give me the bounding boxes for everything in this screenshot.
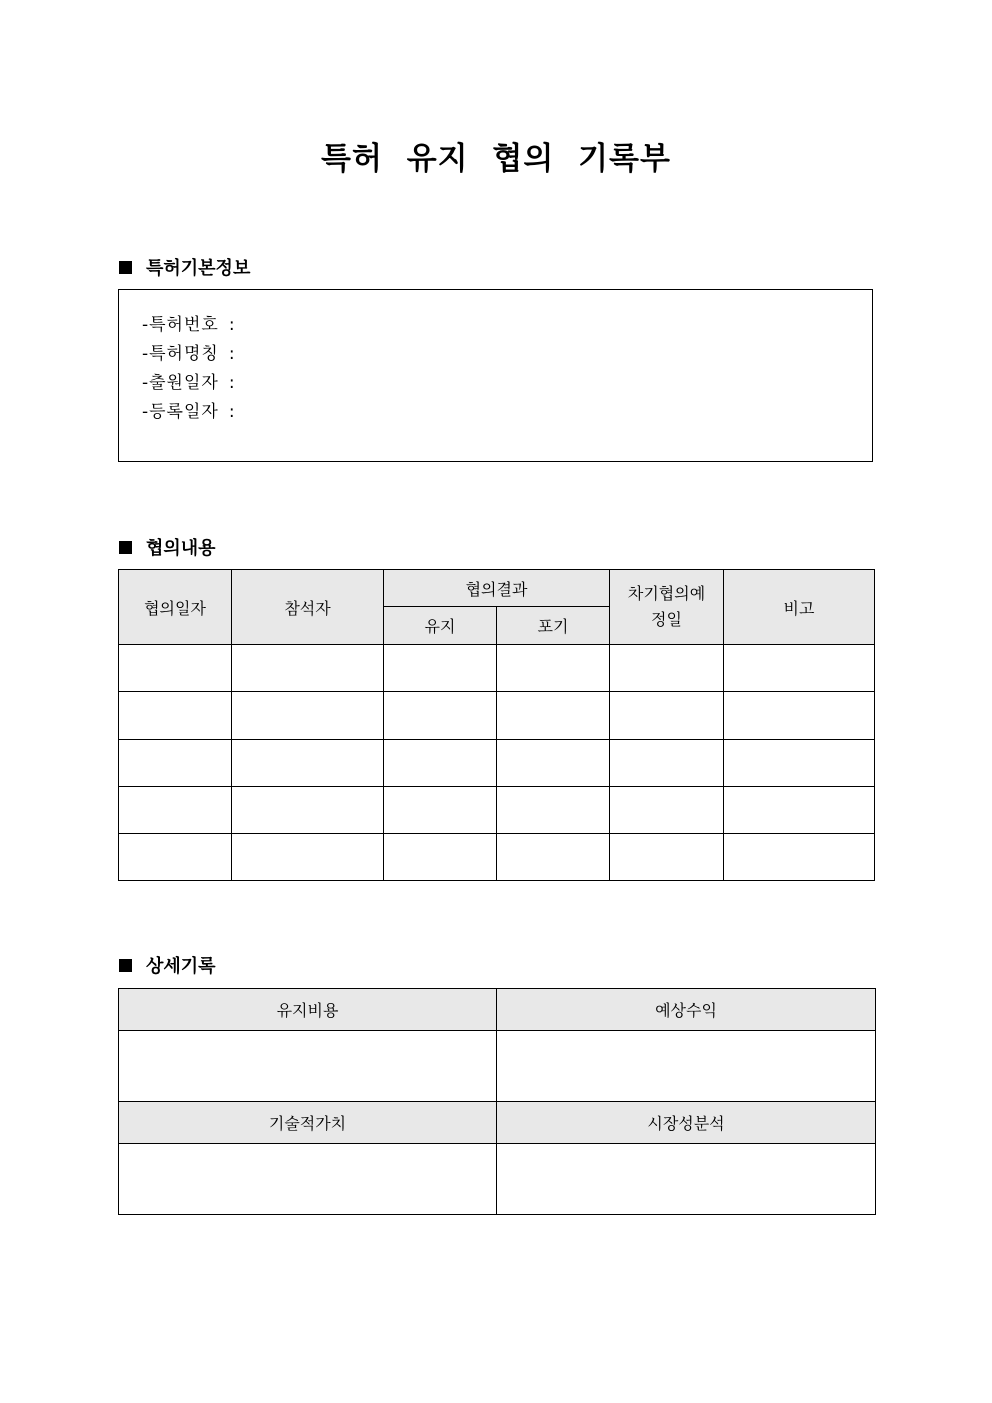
cell-remarks[interactable]	[724, 834, 875, 881]
section-heading-label: 상세기록	[146, 956, 216, 977]
info-colon: :	[228, 373, 236, 393]
cell-keep[interactable]	[384, 787, 497, 834]
header-expected-revenue: 예상수익	[497, 989, 876, 1031]
header-remarks: 비고	[724, 570, 875, 645]
cell-technical-value[interactable]	[119, 1144, 497, 1215]
table-row	[119, 787, 875, 834]
basic-info-box	[118, 289, 873, 462]
square-bullet-icon	[119, 541, 132, 554]
cell-meeting-date[interactable]	[119, 692, 232, 740]
cell-abandon[interactable]	[497, 787, 610, 834]
info-row-patent-number	[142, 310, 236, 335]
cell-abandon[interactable]	[497, 740, 610, 787]
cell-keep[interactable]	[384, 834, 497, 881]
header-market-analysis: 시장성분석	[497, 1102, 876, 1144]
table-row	[119, 740, 875, 787]
cell-meeting-date[interactable]	[119, 645, 232, 692]
cell-meeting-date[interactable]	[119, 740, 232, 787]
info-label: -등록일자	[142, 402, 219, 422]
square-bullet-icon	[119, 261, 132, 274]
section-heading-label: 협의내용	[146, 538, 216, 559]
info-row-registration-date	[142, 397, 236, 422]
info-label: -특허명칭	[142, 344, 219, 364]
cell-next-meeting-date[interactable]	[610, 645, 724, 692]
cell-abandon[interactable]	[497, 645, 610, 692]
page-title: 특허 유지 협의 기록부	[321, 141, 671, 177]
info-colon: :	[228, 315, 236, 335]
cell-next-meeting-date[interactable]	[610, 740, 724, 787]
cell-next-meeting-date[interactable]	[610, 834, 724, 881]
cell-keep[interactable]	[384, 645, 497, 692]
cell-next-meeting-date[interactable]	[610, 787, 724, 834]
cell-attendees[interactable]	[232, 834, 384, 881]
header-technical-value: 기술적가치	[119, 1102, 497, 1144]
cell-market-analysis[interactable]	[497, 1144, 876, 1215]
cell-expected-revenue[interactable]	[497, 1031, 876, 1102]
section-heading-details	[119, 952, 216, 978]
table-row	[119, 692, 875, 740]
cell-attendees[interactable]	[232, 740, 384, 787]
section-heading-basic-info	[119, 254, 250, 280]
section-heading-label: 특허기본정보	[146, 258, 251, 279]
cell-abandon[interactable]	[497, 834, 610, 881]
info-colon: :	[228, 402, 236, 422]
header-meeting-result: 협의결과	[384, 570, 610, 607]
table-row	[119, 645, 875, 692]
header-abandon: 포기	[497, 607, 610, 645]
cell-next-meeting-date[interactable]	[610, 692, 724, 740]
cell-attendees[interactable]	[232, 645, 384, 692]
info-row-filing-date	[142, 368, 236, 393]
cell-keep[interactable]	[384, 692, 497, 740]
cell-attendees[interactable]	[232, 787, 384, 834]
cell-meeting-date[interactable]	[119, 834, 232, 881]
cell-remarks[interactable]	[724, 787, 875, 834]
header-next-meeting-date	[610, 570, 724, 645]
square-bullet-icon	[119, 959, 132, 972]
details-table	[118, 988, 876, 1215]
table-row	[119, 834, 875, 881]
cell-keep[interactable]	[384, 740, 497, 787]
info-label: -특허번호	[142, 315, 219, 335]
cell-remarks[interactable]	[724, 645, 875, 692]
cell-attendees[interactable]	[232, 692, 384, 740]
cell-abandon[interactable]	[497, 692, 610, 740]
header-maintenance-cost: 유지비용	[119, 989, 497, 1031]
info-label: -출원일자	[142, 373, 219, 393]
cell-remarks[interactable]	[724, 740, 875, 787]
header-next-meeting-line1: 차기협의예	[627, 584, 706, 603]
info-row-patent-title	[142, 339, 236, 364]
cell-maintenance-cost[interactable]	[119, 1031, 497, 1102]
meeting-table	[118, 569, 875, 881]
cell-meeting-date[interactable]	[119, 787, 232, 834]
header-meeting-date: 협의일자	[119, 570, 232, 645]
header-next-meeting-line2: 정일	[651, 610, 682, 629]
cell-remarks[interactable]	[724, 692, 875, 740]
section-heading-meeting	[119, 534, 216, 560]
header-keep: 유지	[384, 607, 497, 645]
info-colon: :	[228, 344, 236, 364]
header-attendees: 참석자	[232, 570, 384, 645]
